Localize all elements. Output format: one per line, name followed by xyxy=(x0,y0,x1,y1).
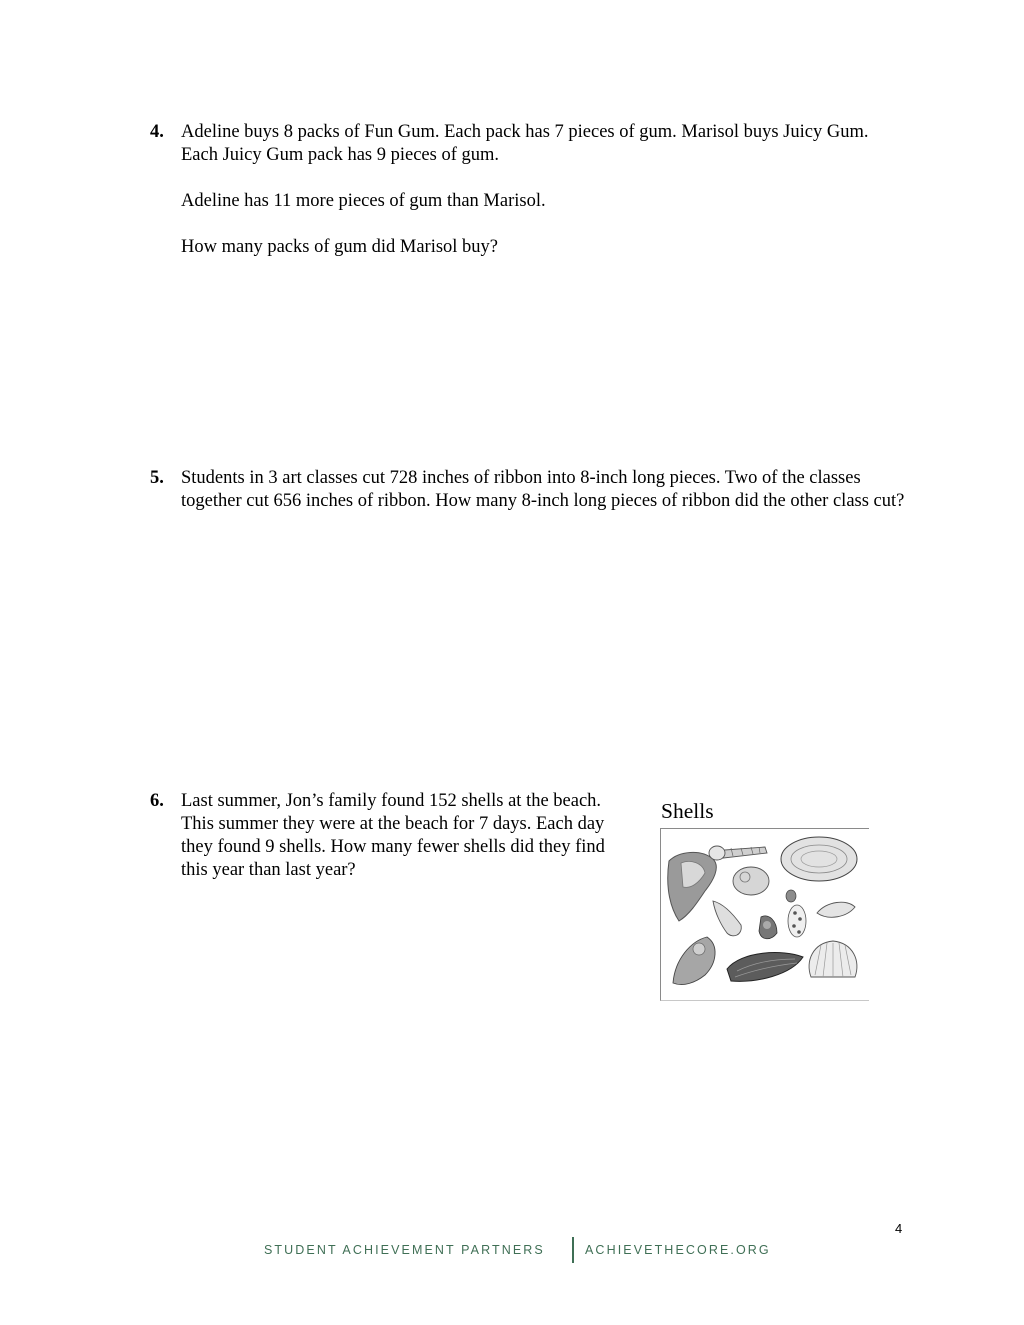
problem-question: How many packs of gum did Marisol buy? xyxy=(181,237,499,257)
problem-6 xyxy=(150,790,630,882)
problem-body xyxy=(181,790,630,882)
conch-shell-icon xyxy=(668,852,717,921)
problem-5 xyxy=(150,467,910,513)
problem-text: Students in 3 art classes cut 728 inches of ribbon into 8-inch long pieces. Two of the classes together cut 656 inches of ribbon. How many 8-inch long pieces of ribbon did the other class cut? xyxy=(181,468,905,511)
spotted-shell-icon xyxy=(788,905,806,937)
problem-text: Adeline buys 8 packs of Fun Gum. Each pack has 7 pieces of gum. Marisol buys Juicy Gum. Each Juicy Gum pack has 9 pieces of gum. xyxy=(181,122,869,165)
snail-shell-icon xyxy=(733,867,769,895)
scallop-shell-icon xyxy=(809,941,857,977)
problem-text: Adeline has 11 more pieces of gum than Marisol. xyxy=(181,191,546,211)
shells-image xyxy=(660,828,869,1001)
problem-number: 6. xyxy=(150,791,164,811)
mussel-shell-icon xyxy=(727,953,803,982)
spiral-shell-icon xyxy=(673,937,715,985)
page-number: 4 xyxy=(895,1221,903,1236)
shells-figure xyxy=(660,798,870,824)
small-clam-icon xyxy=(817,902,855,917)
footer-organization: STUDENT ACHIEVEMENT PARTNERS xyxy=(264,1243,545,1257)
clam-shell-icon xyxy=(781,837,857,881)
footer-divider xyxy=(572,1237,574,1263)
footer-website: ACHIEVETHECORE.ORG xyxy=(585,1243,771,1257)
small-shell-icon xyxy=(786,890,796,902)
turret-shell-icon xyxy=(709,846,767,860)
problem-number: 5. xyxy=(150,468,164,488)
problem-text: Last summer, Jon’s family found 152 shells at the beach. This summer they were at the beach for 7 days. Each day they found 9 shells. How many fewer shells did they find this year than last year? xyxy=(181,791,605,880)
cone-shell-icon xyxy=(759,916,777,939)
problem-number: 4. xyxy=(150,122,164,142)
shells-illustration xyxy=(661,829,869,1000)
problem-body xyxy=(181,121,890,259)
whelk-shell-icon xyxy=(713,901,741,936)
problem-body xyxy=(181,467,910,513)
problem-4 xyxy=(150,121,890,259)
figure-title: Shells xyxy=(661,799,714,823)
